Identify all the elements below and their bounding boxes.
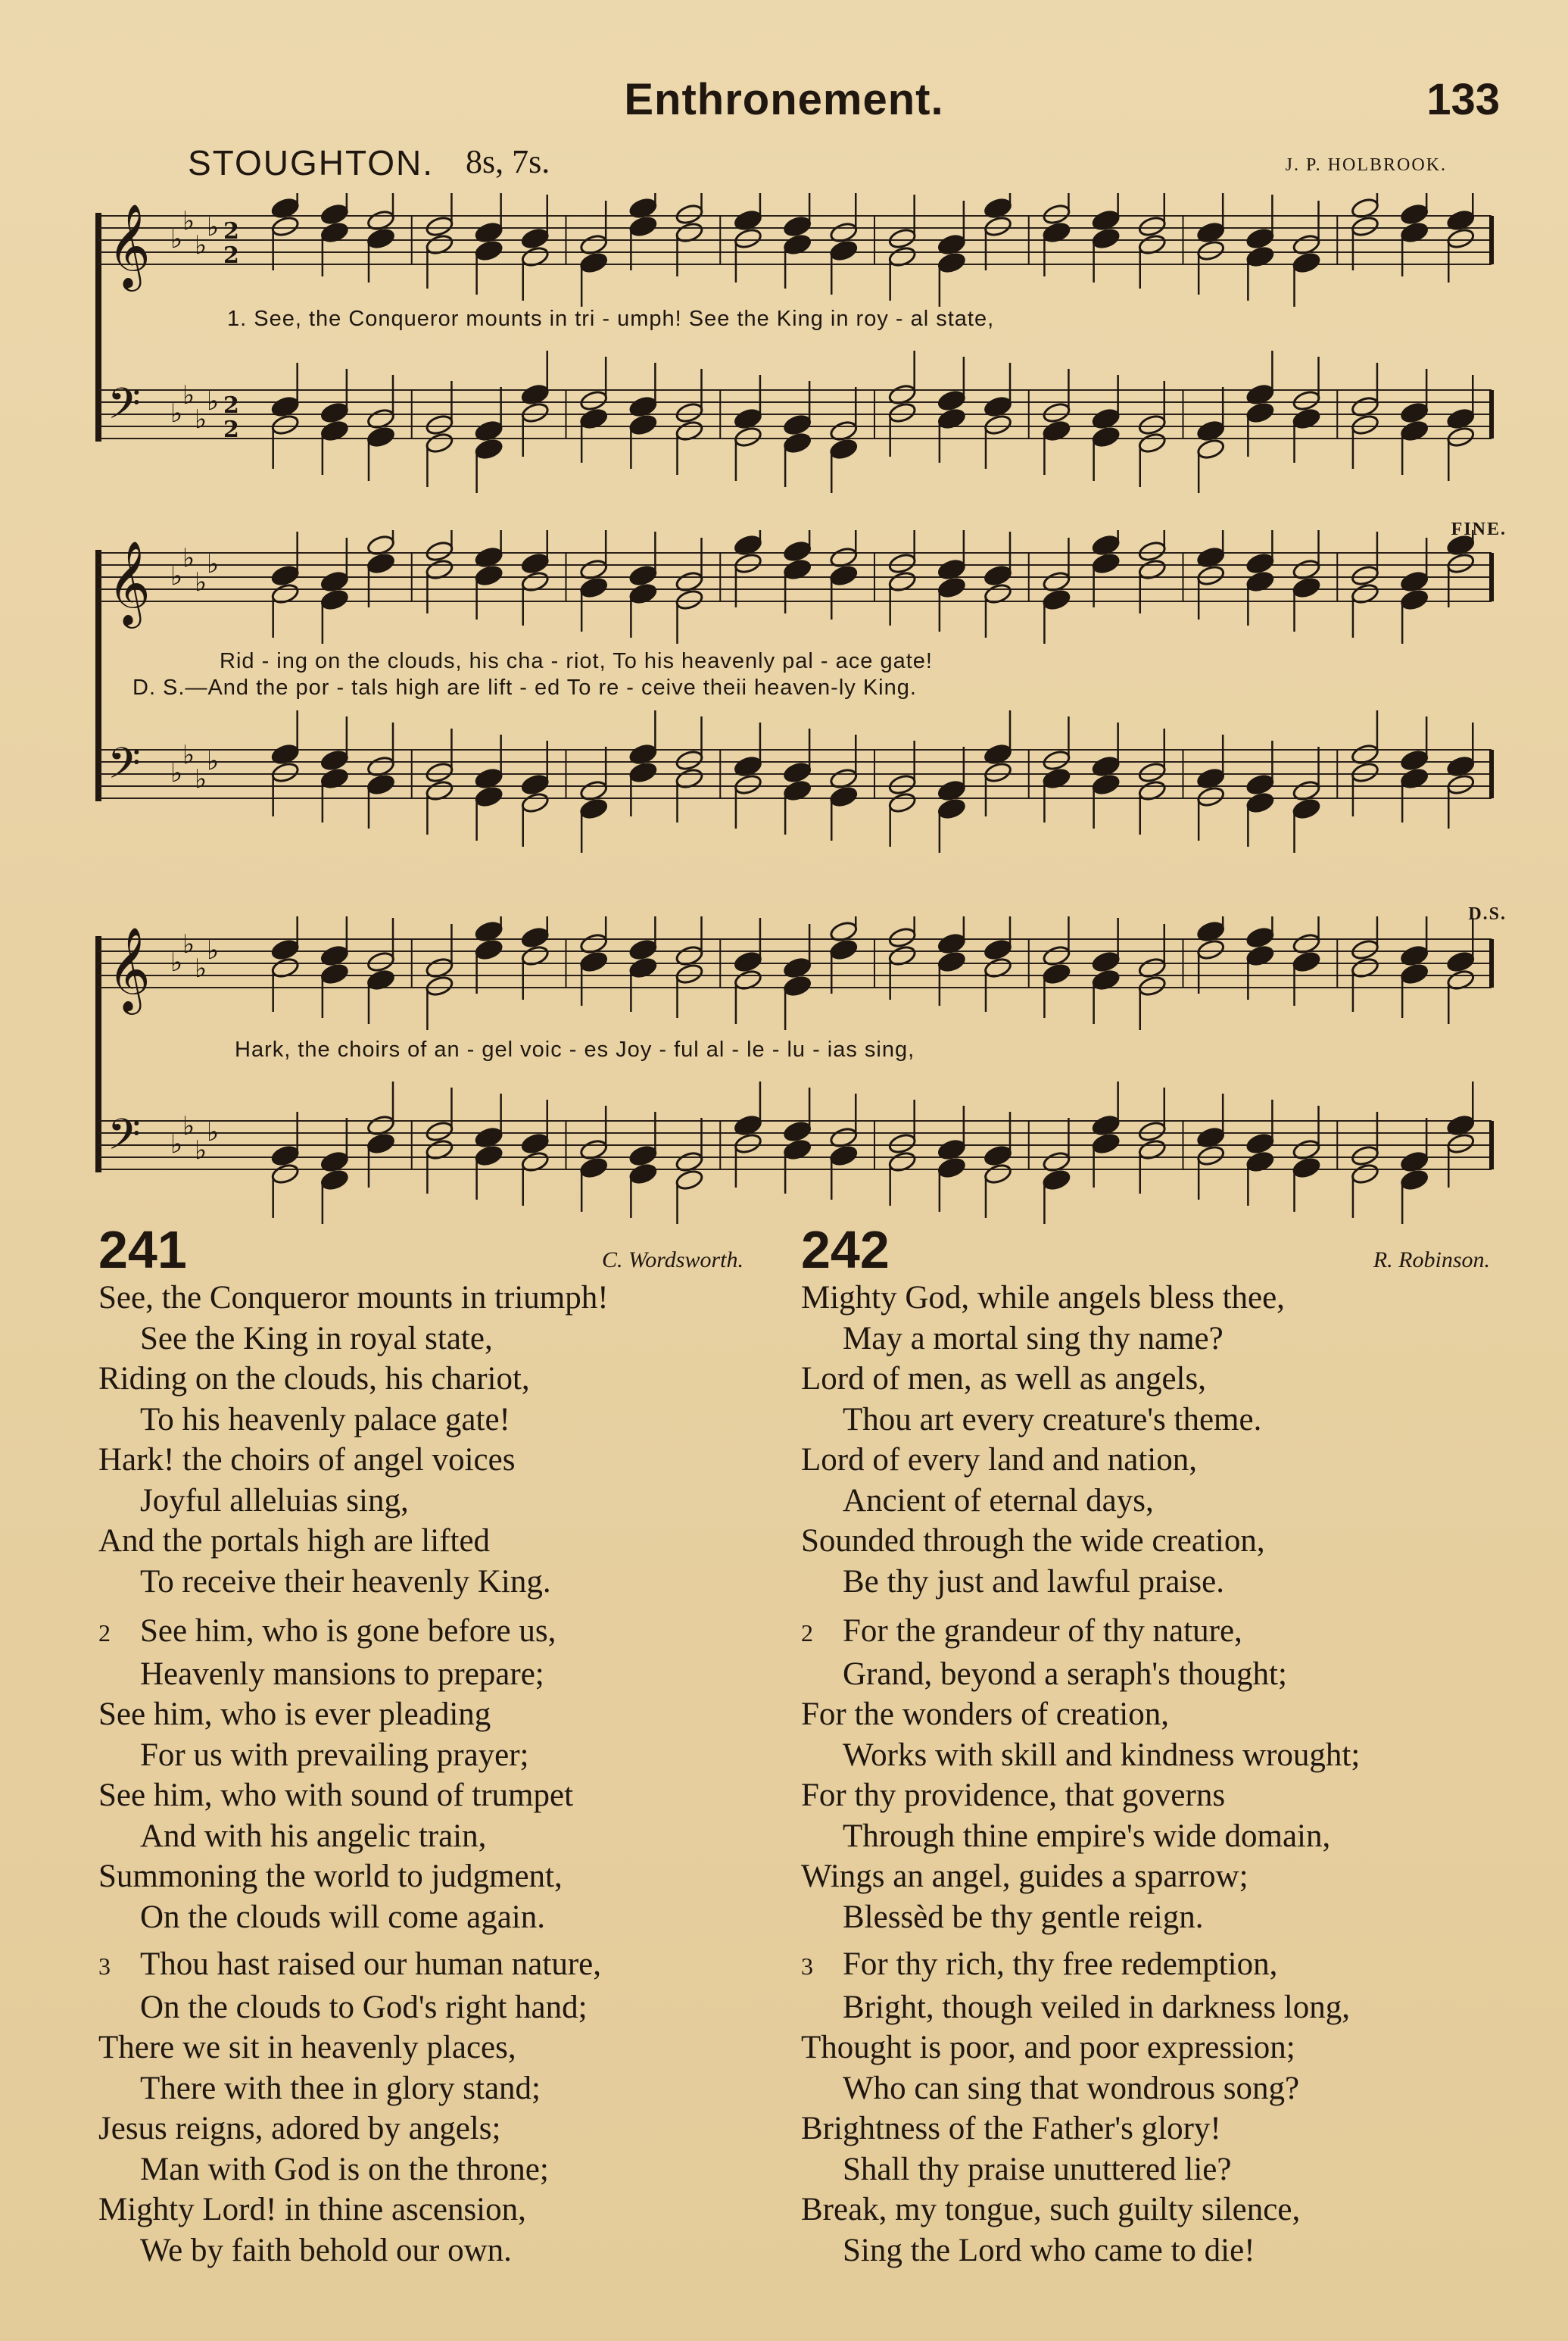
verse-line: Works with skill and kindness wrought; — [843, 1737, 1361, 1773]
note-head — [1042, 203, 1071, 226]
fine-mark: FINE. — [1451, 520, 1507, 539]
note-head — [270, 215, 300, 238]
flat-icon: ♭ — [170, 398, 183, 429]
note-head — [520, 552, 550, 575]
note-head — [1196, 785, 1226, 808]
note-head — [366, 773, 396, 796]
note-head — [783, 1120, 812, 1143]
note-head — [984, 761, 1013, 784]
note-head — [1137, 215, 1167, 238]
verse-line: Mighty Lord! in thine ascension, — [98, 2192, 526, 2227]
verse-line: Sing the Lord who came to die! — [843, 2232, 1255, 2268]
note-head — [1292, 576, 1321, 599]
note-head — [984, 1144, 1013, 1167]
verse-line: Man with God is on the throne; — [140, 2151, 549, 2187]
time-signature: 2 — [223, 242, 239, 269]
note-head — [366, 552, 396, 575]
flat-icon: ♭ — [195, 567, 207, 598]
verse-line: Joyful alleluias sing, — [140, 1482, 409, 1519]
page-title: Enthronement. — [624, 75, 944, 124]
note-head — [1245, 552, 1275, 575]
flat-icon: ♭ — [195, 404, 207, 435]
note-head — [734, 227, 763, 250]
note-head — [984, 215, 1013, 238]
verse-line: See him, who with sound of trumpet — [98, 1778, 574, 1813]
note-head — [1351, 938, 1380, 961]
verse-number: 3 — [801, 1952, 813, 1980]
note-head — [1245, 773, 1275, 796]
note-head — [937, 950, 966, 973]
verse-number: 3 — [98, 1952, 111, 1980]
treble-clef-icon: 𝄞 — [108, 540, 151, 625]
note-head — [270, 414, 300, 436]
note-head — [1245, 1132, 1275, 1155]
note-head — [887, 773, 917, 796]
note-head — [520, 401, 550, 424]
note-head — [1351, 564, 1380, 587]
staff-notation-1 — [91, 193, 1507, 511]
note-head — [984, 1163, 1013, 1185]
note-head — [579, 251, 609, 274]
note-head — [1245, 791, 1275, 814]
note-head — [783, 432, 812, 454]
note-head — [1446, 1132, 1476, 1155]
lyric-line: Hark, the choirs of an - gel voic - es Joy - ful al - le - lu - ias sing, — [235, 1038, 915, 1062]
note-head — [474, 785, 503, 808]
verse-line: See him, who is gone before us, — [140, 1613, 556, 1649]
verse-line: Shall thy praise unuttered lie? — [843, 2151, 1232, 2187]
note-head — [270, 1144, 300, 1167]
verse-line: And with his angelic train, — [140, 1818, 487, 1854]
note-head — [1091, 227, 1121, 250]
verse-line: On the clouds will come again. — [140, 1899, 545, 1935]
verse-line: Blessèd be thy gentle reign. — [843, 1899, 1204, 1935]
note-head — [937, 251, 966, 274]
note-head — [675, 401, 704, 424]
note-head — [628, 1144, 658, 1167]
note-head — [1400, 203, 1429, 226]
note-head — [425, 215, 454, 238]
note-head — [1245, 401, 1275, 424]
note-head — [520, 227, 550, 250]
note-head — [783, 215, 812, 238]
note-head — [887, 1132, 917, 1155]
flat-icon: ♭ — [170, 1129, 183, 1160]
verse-2 — [98, 1611, 573, 1937]
note-head — [829, 785, 859, 808]
lyric-line-1: Rid - ing on the clouds, his cha - riot, To his heavenly pal - ace gate! — [220, 649, 933, 673]
note-head — [1446, 426, 1476, 448]
hymn-author: C. Wordsworth. — [601, 1247, 743, 1272]
flat-icon: ♭ — [182, 206, 195, 236]
note-head — [320, 963, 349, 985]
verse-line: To receive their heavenly King. — [140, 1563, 551, 1600]
verse-line: There with thee in glory stand; — [140, 2070, 541, 2106]
flat-icon: ♭ — [170, 947, 183, 978]
note-head — [320, 401, 349, 424]
note-head — [1292, 1156, 1321, 1179]
verse-line: May a mortal sing thy name? — [843, 1320, 1224, 1356]
note-head — [937, 576, 966, 599]
note-head — [829, 1144, 859, 1167]
note-head — [675, 1169, 704, 1191]
note-head — [1446, 227, 1476, 250]
flat-icon: ♭ — [182, 929, 195, 960]
verse-line: Jesus reigns, adored by angels; — [98, 2111, 501, 2146]
hymn-242 — [801, 1220, 1513, 2283]
verse-line: Bright, though veiled in darkness long, — [843, 1989, 1351, 2025]
note-head — [937, 798, 966, 820]
note-head — [628, 761, 658, 784]
verse-line: Wings an angel, guides a sparrow; — [801, 1859, 1248, 1894]
verse-1 — [98, 1278, 609, 1602]
note-head — [984, 564, 1013, 587]
bass-clef-icon: 𝄢 — [108, 1110, 141, 1170]
treble-clef-icon: 𝄞 — [108, 926, 151, 1011]
note-head — [579, 389, 609, 412]
verse-line: Brightness of the Father's glory! — [801, 2111, 1221, 2146]
tune-meter: 8s, 7s. — [466, 143, 550, 180]
note-head — [783, 761, 812, 784]
staff-notation-3 — [91, 916, 1507, 1234]
tune-composer: J. P. HOLBROOK. — [1285, 155, 1447, 175]
note-head — [1400, 963, 1429, 985]
note-head — [628, 1163, 658, 1185]
note-head — [1196, 239, 1226, 262]
flat-icon: ♭ — [182, 543, 195, 573]
tune-name: STOUGHTON. — [188, 143, 434, 183]
verse-line: Riding on the clouds, his chariot, — [98, 1361, 530, 1397]
hymn-author: R. Robinson. — [1373, 1247, 1490, 1272]
lyric-line: 1. See, the Conqueror mounts in tri - umph! See the King in roy - al state, — [227, 307, 995, 331]
note-head — [887, 401, 917, 424]
verse-line: Thou art every creature's theme. — [843, 1401, 1262, 1437]
note-head — [937, 1156, 966, 1179]
flat-icon: ♭ — [207, 212, 220, 242]
flat-icon: ♭ — [170, 561, 183, 591]
note-head — [425, 540, 454, 563]
verse-line: Lord of men, as well as angels, — [801, 1361, 1206, 1397]
flat-icon: ♭ — [207, 1117, 220, 1147]
music-system-3 — [91, 904, 1507, 1234]
note-head — [366, 426, 396, 448]
note-head — [1091, 1132, 1121, 1155]
verse-line: Lord of every land and nation, — [801, 1442, 1197, 1478]
note-head — [579, 576, 609, 599]
verse-3 — [98, 1944, 601, 2271]
note-head — [783, 540, 812, 563]
note-head — [628, 414, 658, 436]
note-head — [270, 564, 300, 587]
note-head — [1091, 552, 1121, 575]
verse-line: Be thy just and lawful praise. — [843, 1563, 1224, 1600]
verse-line: See the King in royal state, — [140, 1320, 493, 1356]
note-head — [887, 926, 917, 949]
note-head — [320, 749, 349, 772]
note-head — [1292, 389, 1321, 412]
music-system-2 — [91, 520, 1507, 879]
note-head — [675, 588, 704, 611]
note-head — [829, 938, 859, 961]
verse-number: 2 — [98, 1619, 111, 1647]
note-head — [1351, 215, 1380, 238]
flat-icon: ♭ — [182, 740, 195, 770]
verse-line: Thou hast raised our human nature, — [140, 1946, 601, 1982]
note-head — [675, 749, 704, 772]
verse-number: 2 — [801, 1619, 813, 1647]
verse-2 — [801, 1611, 1360, 1937]
verse-line: Who can sing that wondrous song? — [843, 2070, 1300, 2106]
note-head — [675, 203, 704, 226]
verse-line: And the portals high are lifted — [98, 1523, 491, 1559]
note-head — [628, 215, 658, 238]
note-head — [474, 564, 503, 587]
note-head — [1137, 540, 1167, 563]
hymn-241 — [98, 1220, 772, 2283]
note-head — [734, 426, 763, 448]
note-head — [887, 791, 917, 814]
verse-line: There we sit in heavenly places, — [98, 2030, 516, 2065]
note-head — [425, 1120, 454, 1143]
note-head — [579, 950, 609, 973]
time-signature: 2 — [223, 417, 239, 443]
note-head — [984, 938, 1013, 961]
hymn-number: 241 — [98, 1220, 187, 1279]
verse-line: Grand, beyond a seraph's thought; — [843, 1656, 1287, 1692]
time-signature: 2 — [223, 218, 239, 245]
note-head — [320, 588, 349, 611]
verse-line: Summoning the world to judgment, — [98, 1859, 563, 1894]
flat-icon: ♭ — [195, 1135, 207, 1166]
note-head — [520, 1132, 550, 1155]
flat-icon: ♭ — [207, 549, 220, 579]
note-head — [1351, 1163, 1380, 1185]
verse-line: Mighty God, while angels bless thee, — [801, 1280, 1285, 1316]
note-head — [1137, 761, 1167, 784]
verse-line: Through thine empire's wide domain, — [843, 1818, 1331, 1854]
note-head — [1351, 1144, 1380, 1167]
note-head — [425, 761, 454, 784]
time-signature: 2 — [223, 392, 239, 419]
verse-1 — [801, 1278, 1285, 1602]
note-head — [829, 438, 859, 460]
hymn-number: 242 — [801, 1220, 890, 1279]
note-head — [1245, 926, 1275, 949]
note-head — [675, 963, 704, 985]
verse-line: Break, my tongue, such guilty silence, — [801, 2192, 1301, 2227]
note-head — [984, 414, 1013, 436]
verse-line: Ancient of eternal days, — [843, 1482, 1154, 1519]
verse-line: Thought is poor, and poor expression; — [801, 2030, 1295, 2065]
note-head — [1091, 426, 1121, 448]
note-head — [1137, 1120, 1167, 1143]
note-head — [320, 203, 349, 226]
note-head — [1196, 938, 1226, 961]
note-head — [1446, 552, 1476, 575]
note-head — [1196, 564, 1226, 587]
flat-icon: ♭ — [170, 758, 183, 788]
note-head — [783, 975, 812, 997]
note-head — [1292, 798, 1321, 820]
verse-line: See, the Conqueror mounts in triumph! — [98, 1280, 609, 1316]
note-head — [1400, 1169, 1429, 1191]
verse-line: Heavenly mansions to prepare; — [140, 1656, 544, 1692]
ds-mark: D.S. — [1468, 904, 1507, 924]
note-head — [579, 1156, 609, 1179]
note-head — [270, 761, 300, 784]
bass-clef-icon: 𝄢 — [108, 739, 141, 799]
flat-icon: ♭ — [182, 1111, 195, 1141]
verse-line: For thy rich, thy free redemption, — [843, 1946, 1278, 1982]
verse-line: To his heavenly palace gate! — [140, 1401, 510, 1437]
note-head — [1137, 975, 1167, 997]
note-head — [937, 389, 966, 412]
note-head — [628, 564, 658, 587]
note-head — [1042, 588, 1071, 611]
note-head — [1042, 1169, 1071, 1191]
note-head — [1400, 401, 1429, 424]
flat-icon: ♭ — [207, 746, 220, 776]
verse-line: For the wonders of creation, — [801, 1696, 1169, 1732]
verse-line: See him, who is ever pleading — [98, 1696, 491, 1732]
flat-icon: ♭ — [195, 230, 207, 261]
note-head — [425, 414, 454, 436]
note-head — [520, 791, 550, 814]
note-head — [734, 552, 763, 575]
note-head — [734, 1132, 763, 1155]
note-head — [1137, 414, 1167, 436]
note-head — [734, 773, 763, 796]
note-head — [1400, 749, 1429, 772]
note-head — [366, 950, 396, 973]
note-head — [474, 239, 503, 262]
note-head — [1351, 761, 1380, 784]
note-head — [1042, 401, 1071, 424]
treble-clef-icon: 𝄞 — [108, 203, 151, 288]
note-head — [1196, 1144, 1226, 1167]
note-head — [474, 438, 503, 460]
note-head — [1196, 438, 1226, 460]
note-head — [829, 564, 859, 587]
note-head — [1351, 414, 1380, 436]
music-system-1 — [91, 193, 1507, 511]
note-head — [474, 938, 503, 961]
note-head — [270, 1163, 300, 1185]
flat-icon: ♭ — [207, 935, 220, 966]
page-number: 133 — [1426, 75, 1500, 124]
note-head — [366, 1132, 396, 1155]
note-head — [783, 414, 812, 436]
staff-notation-2 — [91, 530, 1507, 879]
note-head — [829, 239, 859, 262]
verse-line: Hark! the choirs of angel voices — [98, 1442, 516, 1478]
verse-line: On the clouds to God's right hand; — [140, 1989, 588, 2025]
flat-icon: ♭ — [195, 954, 207, 984]
note-head — [1042, 749, 1071, 772]
note-head — [887, 227, 917, 250]
note-head — [1446, 773, 1476, 796]
verse-3 — [801, 1944, 1350, 2271]
lyric-line-2: D. S.—And the por - tals high are lift - ed To re - ceive theii heaven-ly King. — [132, 676, 917, 700]
note-head — [1245, 227, 1275, 250]
note-head — [270, 938, 300, 961]
verse-line: For us with prevailing prayer; — [140, 1737, 529, 1773]
note-head — [520, 773, 550, 796]
note-head — [887, 552, 917, 575]
verse-line: For thy providence, that governs — [801, 1778, 1226, 1813]
note-head — [1446, 950, 1476, 973]
note-head — [474, 1144, 503, 1167]
note-head — [734, 950, 763, 973]
flat-icon: ♭ — [170, 224, 183, 254]
note-head — [1292, 950, 1321, 973]
bass-clef-icon: 𝄢 — [108, 379, 141, 439]
flat-icon: ♭ — [195, 764, 207, 794]
note-head — [320, 1169, 349, 1191]
verse-line: Sounded through the wide creation, — [801, 1523, 1265, 1559]
note-head — [1091, 950, 1121, 973]
note-head — [628, 938, 658, 961]
note-head — [1400, 588, 1429, 611]
note-head — [425, 432, 454, 454]
flat-icon: ♭ — [207, 386, 220, 417]
note-head — [520, 926, 550, 949]
verse-line: For the grandeur of thy nature, — [843, 1613, 1242, 1649]
verse-line: We by faith behold our own. — [140, 2232, 512, 2268]
note-head — [1091, 773, 1121, 796]
note-head — [1292, 251, 1321, 274]
note-head — [1042, 963, 1071, 985]
note-head — [1137, 432, 1167, 454]
note-head — [425, 975, 454, 997]
note-head — [366, 227, 396, 250]
note-head — [579, 798, 609, 820]
flat-icon: ♭ — [182, 380, 195, 410]
